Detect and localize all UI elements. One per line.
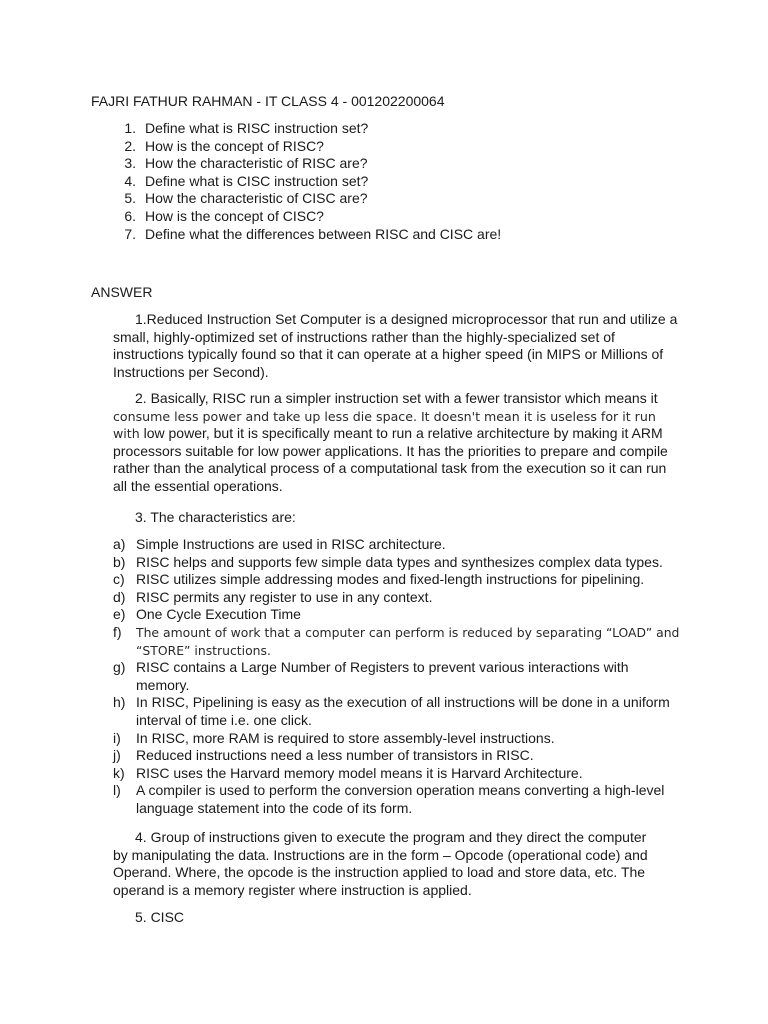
item-letter: b) [113,553,126,570]
answer-paragraph-2-alt: consume less power and take up less die space. It doesn't mean it is useless for it run with [113,408,656,442]
item-letter: c) [113,571,125,588]
question-number: 2. [124,137,136,154]
item-text: In RISC, Pipelining is easy as the execution of all instructions will be done in a uniform interval of time i.e. one click. [136,694,670,728]
item-text: A compiler is used to perform the conversion operation means converting a high-level language statement into the code of its form. [136,782,665,816]
question-number: 1. [124,120,136,136]
item-letter: i) [113,729,121,746]
question-list [91,120,501,243]
question-number: 5. [124,190,136,207]
item-text: The amount of work that a computer can perform is reduced by separating “LOAD” and “STORE” instructions. [136,624,680,658]
question-number: 6. [124,207,136,224]
question-text: How is the concept of RISC? [145,137,324,154]
item-text: RISC contains a Large Number of Registers to prevent various interactions with memory. [136,659,629,693]
item-letter: k) [113,764,125,781]
list-item [113,624,683,659]
question-number: 7. [124,225,136,242]
item-letter: g) [113,659,126,676]
question-number: 4. [124,172,136,189]
list-item [113,536,683,554]
answer-paragraph-2-start: 2. Basically, RISC run a simpler instruction set with a fewer transistor which means it [135,390,658,406]
item-text: In RISC, more RAM is required to store assembly-level instructions. [136,729,555,746]
question-text: Define what is CISC instruction set? [145,172,369,189]
item-text: Simple Instructions are used in RISC architecture. [136,536,446,552]
characteristics-list [113,536,683,818]
answer-paragraph-2 [113,390,683,496]
question-text: How is the concept of CISC? [145,207,324,224]
item-letter: a) [113,536,126,552]
list-item [113,606,683,624]
item-letter: e) [113,606,126,623]
answer-paragraph-4: 4. Group of instructions given to execute the program and they direct the computer by manipulating the data. Instructions are in the form – Opcode (operational code) and Operand. Where, the opcode is the instruction applied to load and store data, etc. The operand is a memory register where instruction is applied. [113,829,648,898]
answer-heading: ANSWER [91,284,153,300]
list-item [113,747,683,765]
list-item [91,155,501,173]
answer-paragraph-2-end: low power, but it is specifically meant to run a relative architecture by making it ARM processors suitable for low power applications. It has the priorities to prepare and compile rather than the analytical process of a computational task from the execution so it can run all the essential operations. [113,425,668,494]
list-item [91,190,501,208]
question-text: Define what the differences between RISC and CISC are! [145,225,502,242]
document-header: FAJRI FATHUR RAHMAN - IT CLASS 4 - 001202200064 [91,93,445,109]
list-item [91,226,501,244]
item-text: RISC uses the Harvard memory model means it is Harvard Architecture. [136,764,583,781]
item-text: RISC helps and supports few simple data types and synthesizes complex data types. [136,553,663,570]
item-letter: j) [113,747,121,764]
list-item [91,173,501,191]
item-letter: l) [113,782,121,799]
item-text: RISC utilizes simple addressing modes and fixed-length instructions for pipelining. [136,571,645,588]
item-text: Reduced instructions need a less number of transistors in RISC. [136,747,534,764]
list-item [113,589,683,607]
question-text: How the characteristic of CISC are? [145,190,368,207]
list-item [91,120,501,138]
list-item [113,659,683,694]
list-item [113,554,683,572]
list-item [113,765,683,783]
answer-paragraph-3: 3. The characteristics are: [135,509,296,525]
answer-paragraph-1: 1.Reduced Instruction Set Computer is a designed microprocessor that run and utilize a small, highly-optimized set of instructions rather than the highly-specialized set of instructions typically found so that it can operate at a higher speed (in MIPS or Millions of Instructions per Second). [113,311,678,380]
list-item [113,730,683,748]
item-letter: d) [113,588,126,605]
list-item [91,208,501,226]
list-item [91,138,501,156]
list-item [113,571,683,589]
list-item [113,694,683,729]
question-text: How the characteristic of RISC are? [145,155,368,172]
item-text: RISC permits any register to use in any context. [136,588,433,605]
question-text: Define what is RISC instruction set? [145,120,369,136]
item-text: One Cycle Execution Time [136,606,301,623]
answer-paragraph-5: 5. CISC [135,909,185,925]
question-number: 3. [124,155,136,172]
list-item [113,782,683,817]
item-letter: h) [113,694,126,711]
item-letter: f) [113,623,122,640]
